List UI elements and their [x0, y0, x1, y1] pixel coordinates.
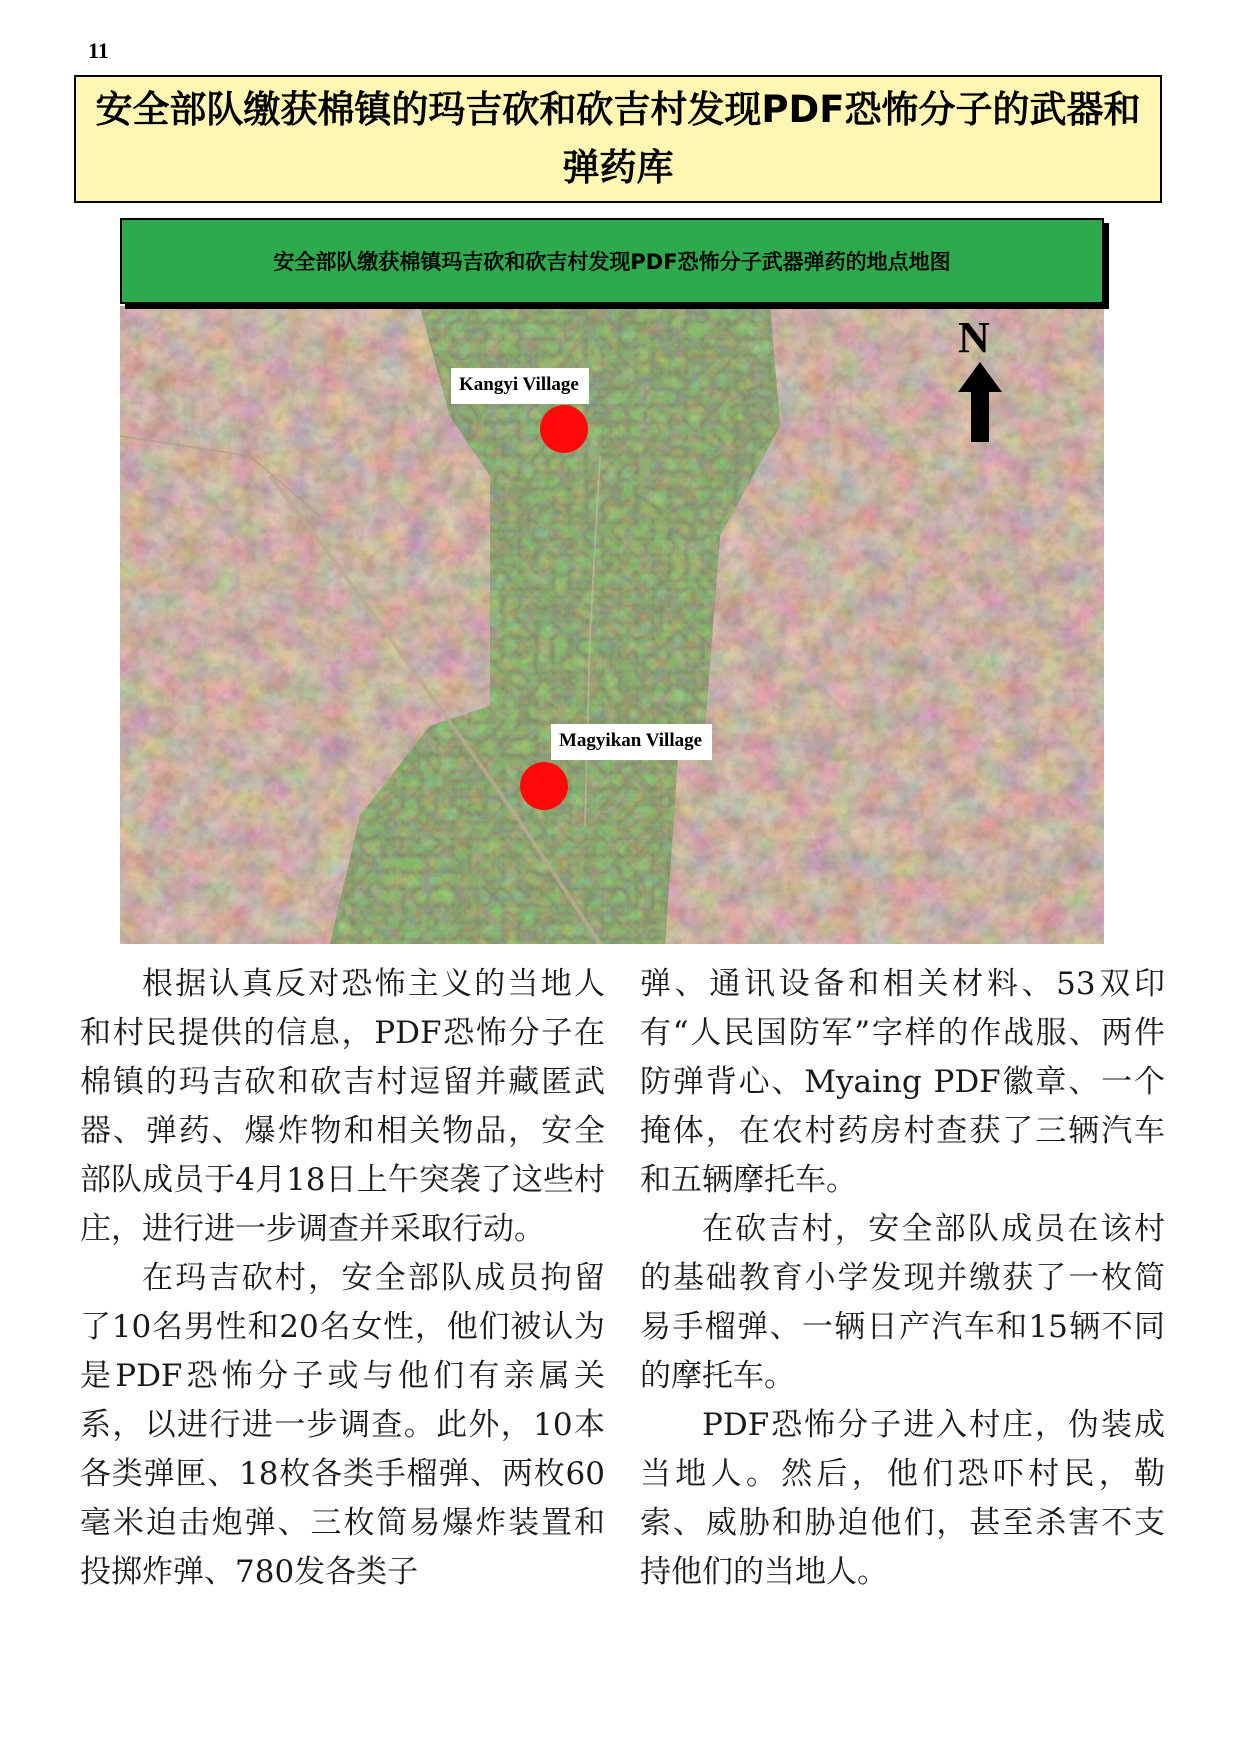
map-caption-text: 安全部队缴获棉镇玛吉砍和砍吉村发现PDF恐怖分子武器弹药的地点地图	[273, 250, 951, 274]
article-title	[74, 75, 1162, 203]
paragraph: 在玛吉砍村，安全部队成员拘留了10名男性和20名女性，他们被认为是PDF恐怖分子或与他们有亲属关系，以进行进一步调查。此外，10本各类弹匣、18枚各类手榴弹、两枚60毫米迫击炮弹、三枚简易爆炸装置和投掷炸弹、780发各类子	[80, 1260, 605, 1590]
kangyi-village-label: Kangyi Village	[451, 368, 589, 404]
magyikan-village-label: Magyikan Village	[551, 724, 712, 760]
map-caption-banner	[120, 218, 1104, 304]
paragraph: PDF恐怖分子进入村庄，伪装成当地人。然后，他们恐吓村民，勒索、威胁和胁迫他们，甚至杀害不支持他们的当地人。	[640, 1407, 1165, 1590]
kangyi-village-marker	[540, 405, 588, 453]
article-title-text: 安全部队缴获棉镇的玛吉砍和砍吉村发现PDF恐怖分子的武器和弹药库	[95, 88, 1141, 189]
article-body-right-column	[640, 960, 1165, 1597]
satellite-map	[120, 306, 1104, 944]
paragraph: 根据认真反对恐怖主义的当地人和村民提供的信息，PDF恐怖分子在棉镇的玛吉砍和砍吉村逗留并藏匿武器、弹药、爆炸物和相关物品，安全部队成员于4月18日上午突袭了这些村庄，进行进一步调查并采取行动。	[80, 966, 605, 1247]
magyikan-village-marker	[520, 762, 568, 810]
paragraph: 弹、通讯设备和相关材料、53双印有“人民国防军”字样的作战服、两件防弹背心、Myaing PDF徽章、一个掩体，在农村药房村查获了三辆汽车和五辆摩托车。	[640, 966, 1165, 1198]
north-arrow-icon	[958, 362, 1002, 442]
map-figure	[120, 218, 1104, 944]
page-number: 11	[88, 38, 109, 63]
paragraph: 在砍吉村，安全部队成员在该村的基础教育小学发现并缴获了一枚简易手榴弹、一辆日产汽车和15辆不同的摩托车。	[640, 1211, 1165, 1394]
article-body-left-column	[80, 960, 605, 1597]
satellite-image	[120, 306, 1104, 944]
north-label: N	[958, 313, 990, 362]
